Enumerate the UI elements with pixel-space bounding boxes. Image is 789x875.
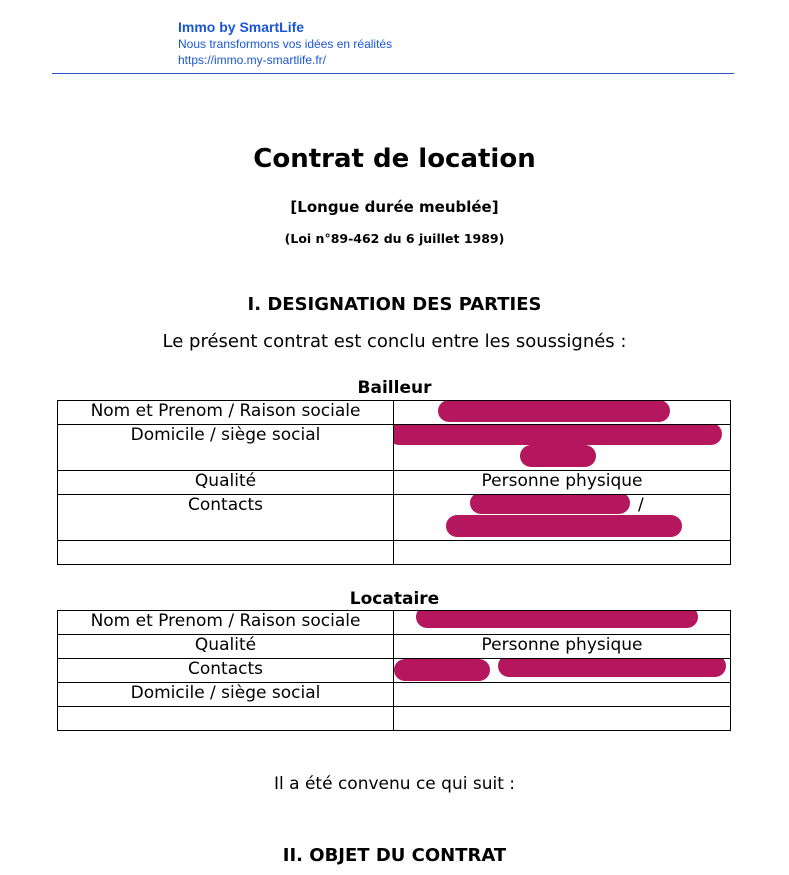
table-row xyxy=(58,401,731,425)
locataire-caption: Locataire xyxy=(349,589,440,609)
locataire-table xyxy=(57,610,731,731)
row-value xyxy=(394,659,731,683)
row-value xyxy=(394,683,731,707)
row-label: Domicile / siège social xyxy=(58,425,394,471)
row-label: Contacts xyxy=(58,495,394,541)
brand-tagline: Nous transformons vos idées en réalités xyxy=(178,37,393,51)
row-value: Personne physique xyxy=(394,635,731,659)
redaction-mark xyxy=(498,659,726,678)
row-label: Qualité xyxy=(58,471,394,495)
section-heading-parties: I. DESIGNATION DES PARTIES xyxy=(247,294,542,315)
document-subtitle: [Longue durée meublée] xyxy=(290,198,499,216)
redaction-mark xyxy=(394,425,723,446)
value-text: / xyxy=(638,495,644,515)
redaction-mark xyxy=(438,401,670,423)
header-divider xyxy=(52,73,734,74)
table-row xyxy=(58,707,731,731)
table-row xyxy=(58,635,731,659)
redaction-mark xyxy=(416,611,698,629)
table-row xyxy=(58,659,731,683)
row-label: Qualité xyxy=(58,635,394,659)
brand-name: Immo by SmartLife xyxy=(178,19,305,35)
letterhead xyxy=(178,18,392,68)
row-label: Domicile / siège social xyxy=(58,683,394,707)
brand-url[interactable]: https://immo.my-smartlife.fr/ xyxy=(178,53,327,67)
table-row xyxy=(58,541,731,565)
row-label: Nom et Prenom / Raison sociale xyxy=(58,611,394,635)
redaction-mark xyxy=(446,515,682,537)
redaction-mark xyxy=(470,495,630,515)
row-value: Personne physique xyxy=(394,471,731,495)
table-row xyxy=(58,683,731,707)
law-reference: (Loi n°89-462 du 6 juillet 1989) xyxy=(284,231,505,246)
bailleur-caption: Bailleur xyxy=(357,378,432,398)
bailleur-table xyxy=(57,400,731,565)
row-label xyxy=(58,541,394,565)
row-label: Nom et Prenom / Raison sociale xyxy=(58,401,394,425)
table-row xyxy=(58,495,731,541)
row-value xyxy=(394,707,731,731)
row-value xyxy=(394,425,731,471)
table-row xyxy=(58,471,731,495)
section-heading-objet: II. OBJET DU CONTRAT xyxy=(282,845,507,866)
agreement-text: Il a été convenu ce qui suit : xyxy=(274,774,515,794)
redaction-mark xyxy=(394,659,490,681)
redaction-mark xyxy=(520,445,596,467)
intro-text: Le présent contrat est conclu entre les soussignés : xyxy=(162,331,627,352)
row-value xyxy=(394,495,731,541)
document-title: Contrat de location xyxy=(253,144,536,174)
row-value xyxy=(394,541,731,565)
row-label: Contacts xyxy=(58,659,394,683)
table-row xyxy=(58,425,731,471)
row-label xyxy=(58,707,394,731)
row-value xyxy=(394,611,731,635)
row-value xyxy=(394,401,731,425)
table-row xyxy=(58,611,731,635)
